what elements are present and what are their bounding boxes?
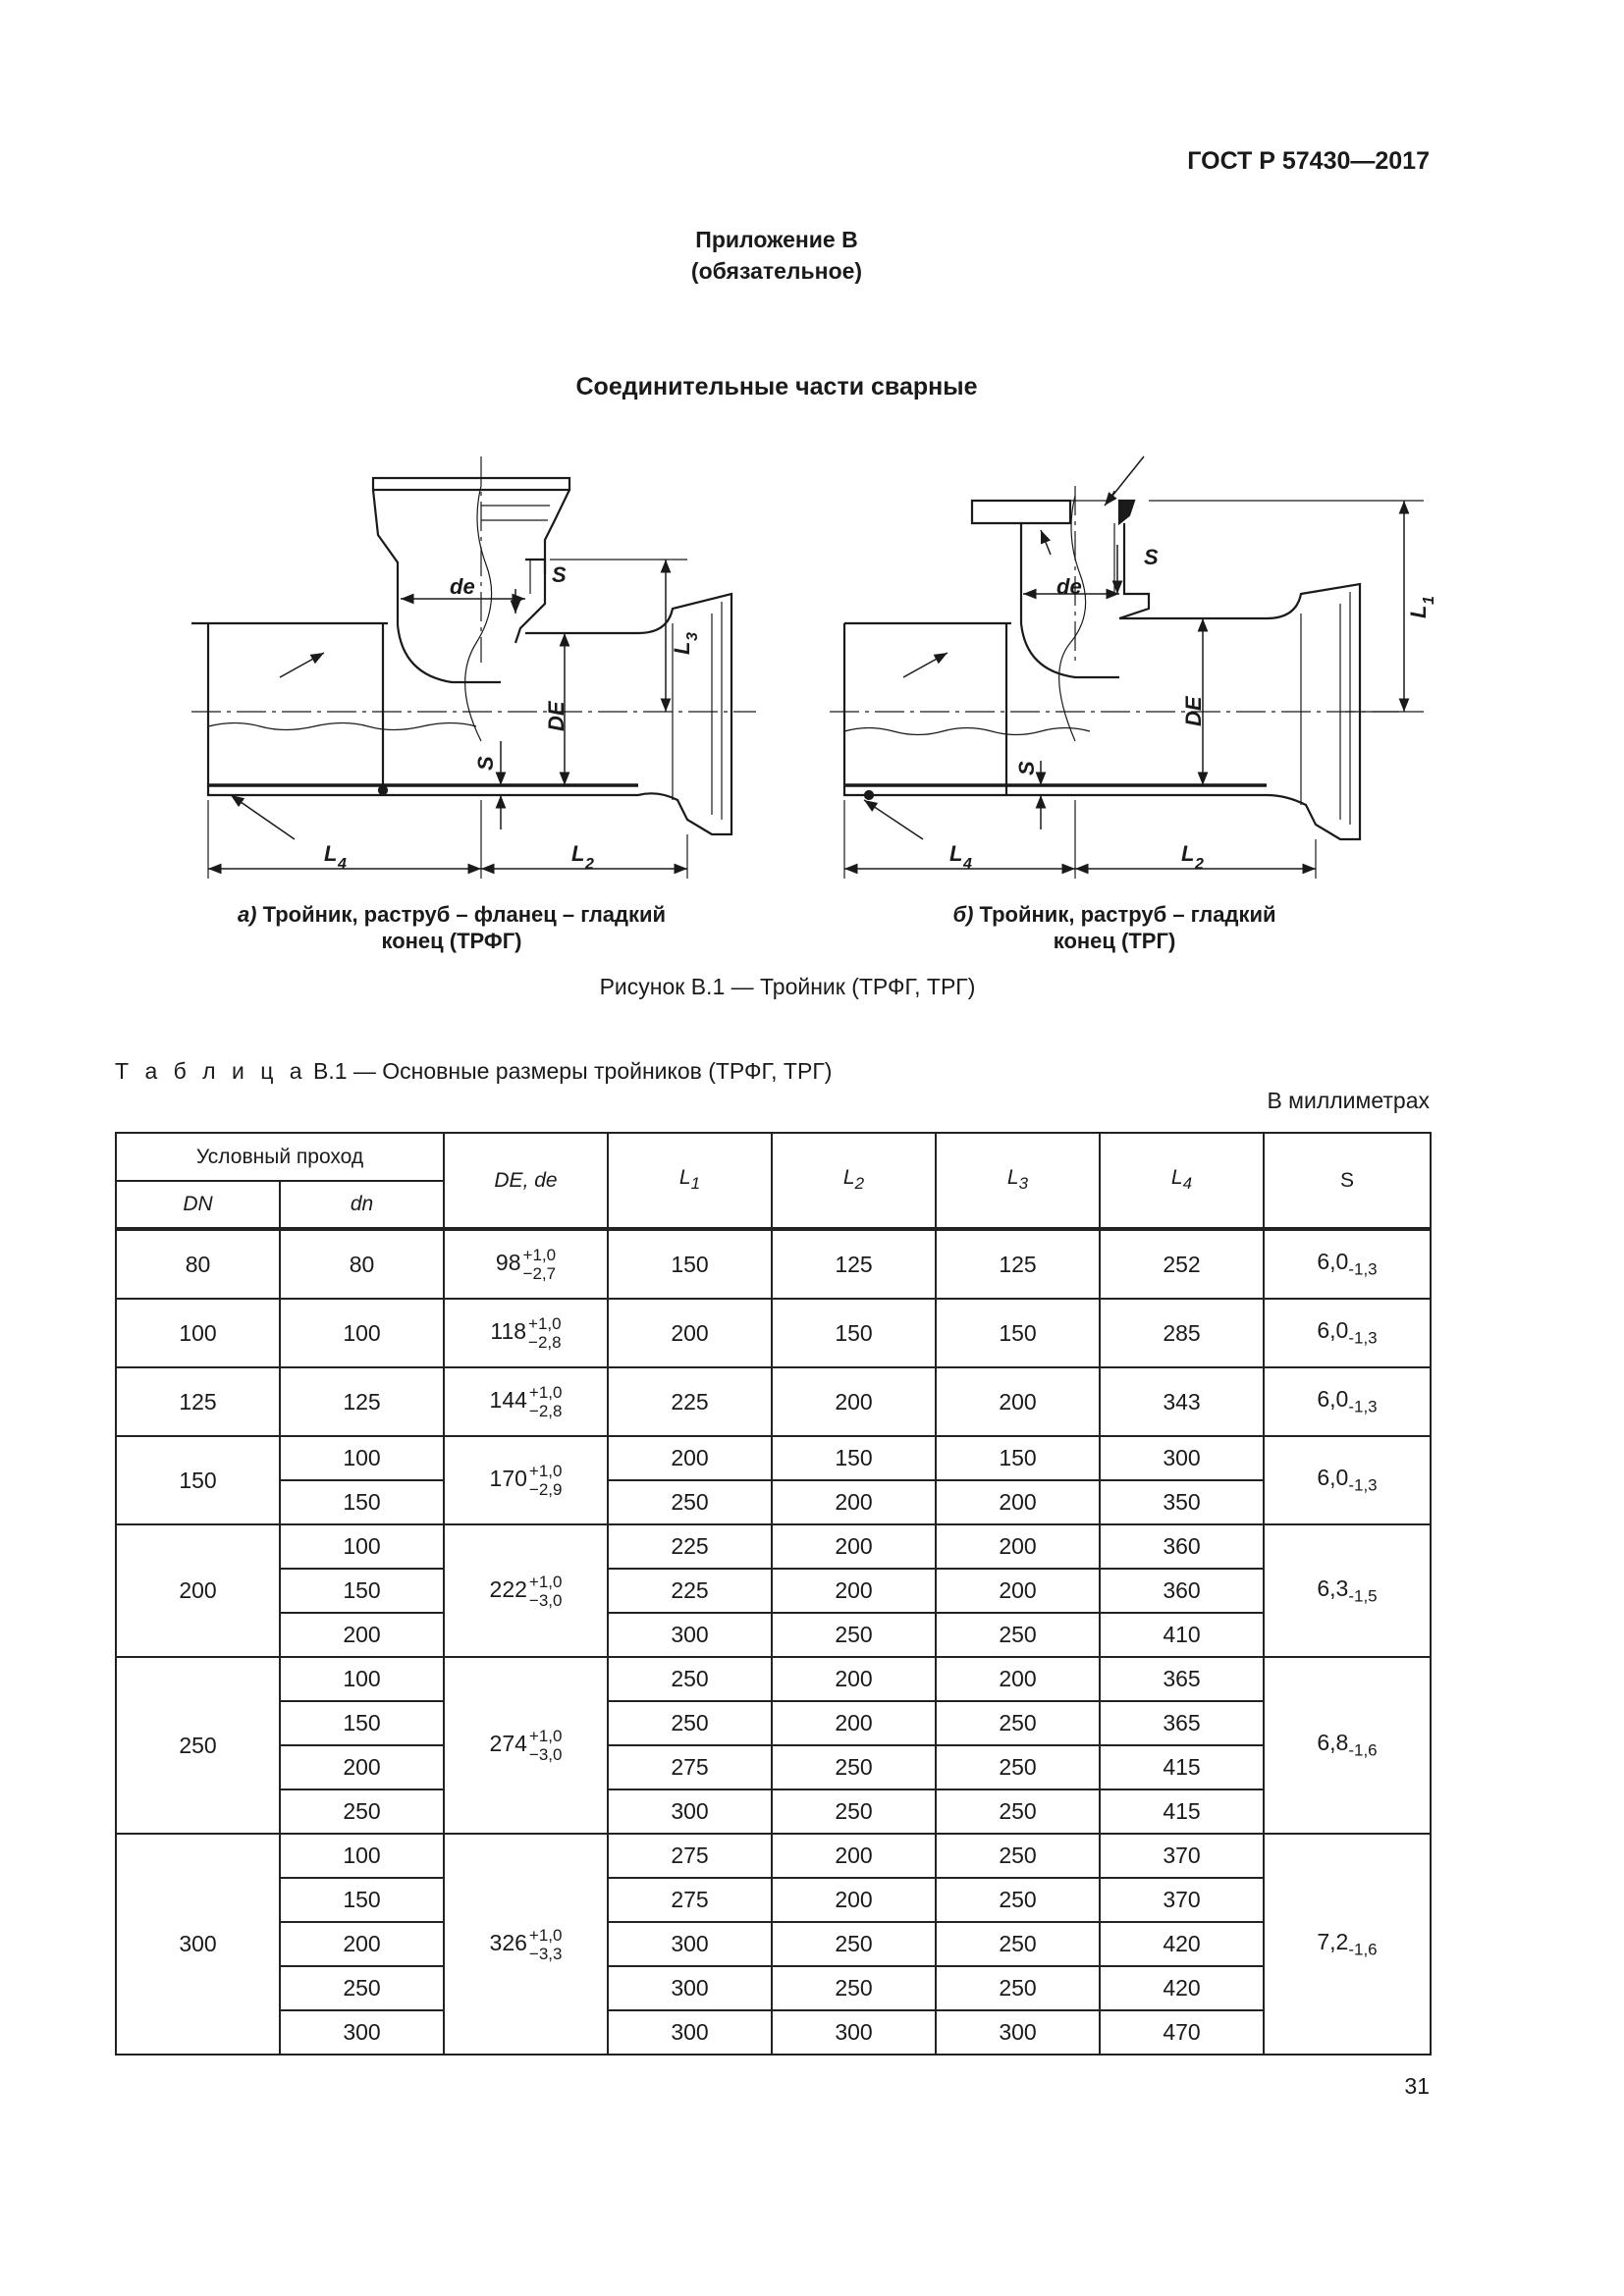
label-b-L4: L [949,841,963,866]
table-row [116,1569,1431,1613]
cell-dn: 150 [280,1480,444,1524]
header-L3-main: L [1006,1166,1019,1190]
cell-DE [444,1367,608,1436]
cell-S-value: 6,0 [1317,1249,1349,1275]
cell-DE-lower: −2,8 [528,1333,562,1352]
cell-L3: 250 [936,1789,1100,1834]
label-b-L1: L [1406,605,1431,618]
cell-L1: 300 [608,2010,772,2055]
cell-DE-tolerance [528,1314,562,1352]
cell-DE [444,1657,608,1834]
cell-dn: 200 [280,1922,444,1966]
cell-L2: 300 [772,2010,936,2055]
label-a-s-bottom: S [473,756,498,771]
cell-L3: 200 [936,1569,1100,1613]
cell-DN: 150 [116,1436,280,1524]
table-row [116,1367,1431,1436]
cell-L1: 225 [608,1367,772,1436]
caption-a-line2: конец (ТРФГ) [381,929,522,953]
cell-dn: 200 [280,1745,444,1789]
label-a-L2-sub: 2 [585,856,594,873]
cell-dn: 125 [280,1367,444,1436]
cell-DE-tolerance [529,1462,563,1499]
cell-DE-lower: −3,0 [528,1745,563,1764]
table-row [116,1701,1431,1745]
cell-S-tolerance: -1,3 [1348,1328,1378,1348]
table-row [116,1789,1431,1834]
caption-b-marker: б) [952,902,974,927]
cell-L4: 300 [1100,1436,1264,1480]
cell-S [1264,1834,1431,2055]
cell-L3: 125 [936,1229,1100,1299]
cell-DE-lower: −3,3 [528,1944,563,1963]
cell-dn: 150 [280,1569,444,1613]
cell-DE-lower: −2,8 [528,1402,563,1420]
label-b-L2-sub: 2 [1195,856,1204,873]
cell-L4: 470 [1100,2010,1264,2055]
cell-DN: 300 [116,1834,280,2055]
cell-L4: 410 [1100,1613,1264,1657]
cell-L3: 200 [936,1480,1100,1524]
cell-L3: 200 [936,1367,1100,1436]
appendix-heading [0,224,1553,287]
table-row [116,1922,1431,1966]
table-row [116,1878,1431,1922]
cell-L4: 415 [1100,1789,1264,1834]
label-a-de: de [450,574,475,599]
cell-DE-value: 222 [489,1575,527,1602]
cell-S-value: 6,0 [1317,1317,1349,1344]
cell-dn: 300 [280,2010,444,2055]
cell-DN: 200 [116,1524,280,1657]
cell-L4: 420 [1100,1966,1264,2010]
cell-L3: 250 [936,1701,1100,1745]
table-caption-text: В.1 — Основные размеры тройников (ТРФГ, ТРГ) [306,1058,833,1084]
label-a-L3: L [670,641,694,655]
cell-L2: 150 [772,1436,936,1480]
cell-L2: 250 [772,1966,936,2010]
table-row [116,1299,1431,1367]
cell-DE-tolerance [529,1383,563,1420]
header-DE-de: DE, de [444,1133,608,1229]
cell-S-tolerance: -1,6 [1348,1940,1378,1959]
cell-L1: 275 [608,1745,772,1789]
label-b-L2: L [1181,841,1195,866]
table-row [116,1745,1431,1789]
cell-dn: 100 [280,1436,444,1480]
cell-L4: 365 [1100,1657,1264,1701]
cell-DE-value: 118 [490,1318,527,1345]
caption-a-marker: а) [237,902,257,927]
cell-L3: 250 [936,1878,1100,1922]
label-b-DE: DE [1181,696,1206,726]
table-body [116,1229,1431,2055]
table-row [116,1480,1431,1524]
cell-L2: 250 [772,1745,936,1789]
cell-L3: 250 [936,1745,1100,1789]
cell-L4: 370 [1100,1834,1264,1878]
cell-L4: 252 [1100,1229,1264,1299]
cell-L1: 250 [608,1701,772,1745]
cell-L3: 250 [936,1613,1100,1657]
cell-S-tolerance: -1,6 [1348,1740,1378,1760]
cell-L4: 415 [1100,1745,1264,1789]
label-a-L4-sub: 4 [338,856,347,873]
cell-dn: 100 [280,1299,444,1367]
cell-L4: 420 [1100,1922,1264,1966]
cell-DE [444,1229,608,1299]
cell-S-tolerance: -1,3 [1348,1259,1378,1279]
cell-DN: 100 [116,1299,280,1367]
cell-L2: 250 [772,1922,936,1966]
cell-L2: 200 [772,1834,936,1878]
cell-dn: 100 [280,1834,444,1878]
cell-dn: 250 [280,1966,444,2010]
cell-L3: 200 [936,1524,1100,1569]
header-L3-sub: 3 [1018,1174,1029,1194]
cell-L4: 350 [1100,1480,1264,1524]
cell-L3: 250 [936,1966,1100,2010]
cell-DE-upper: +1,0 [528,1314,562,1333]
appendix-title: Приложение В [695,227,858,252]
header-L1-sub: 1 [690,1174,701,1194]
cell-DE-lower: −2,9 [528,1480,563,1499]
cell-S [1264,1657,1431,1834]
cell-L4: 360 [1100,1524,1264,1569]
cell-dn: 100 [280,1657,444,1701]
label-b-de: de [1056,574,1082,599]
cell-S-value: 6,3 [1317,1575,1349,1601]
cell-L3: 150 [936,1299,1100,1367]
cell-DN: 250 [116,1657,280,1834]
cell-dn: 250 [280,1789,444,1834]
appendix-status: (обязательное) [690,258,863,284]
cell-S [1264,1299,1431,1367]
cell-L1: 150 [608,1229,772,1299]
cell-L1: 300 [608,1789,772,1834]
cell-DE-upper: +1,0 [528,1462,563,1480]
cell-DE-lower: −3,0 [528,1590,563,1610]
cell-L1: 250 [608,1657,772,1701]
cell-L4: 365 [1100,1701,1264,1745]
table-caption [115,1058,832,1085]
cell-L1: 300 [608,1922,772,1966]
cell-S [1264,1367,1431,1436]
table-row [116,1436,1431,1480]
cell-L2: 200 [772,1657,936,1701]
cell-L1: 300 [608,1613,772,1657]
cell-DE [444,1524,608,1657]
table-row [116,1657,1431,1701]
cell-DE-tolerance [529,1573,563,1610]
header-L1 [608,1133,772,1229]
cell-S [1264,1436,1431,1524]
caption-b-line1: Тройник, раструб – гладкий [973,902,1276,927]
cell-L2: 150 [772,1299,936,1367]
cell-dn: 200 [280,1613,444,1657]
cell-L1: 275 [608,1834,772,1878]
table-row [116,1229,1431,1299]
label-b-L1-sub: 1 [1421,596,1437,605]
table-row [116,1613,1431,1657]
cell-L1: 250 [608,1480,772,1524]
cell-L1: 200 [608,1436,772,1480]
header-L1-main: L [678,1166,691,1190]
header-L2-sub: 2 [854,1174,865,1194]
cell-DN: 125 [116,1367,280,1436]
label-b-L4-sub: 4 [963,856,972,873]
cell-dn: 150 [280,1878,444,1922]
drawing-b [830,456,1424,879]
cell-L3: 150 [936,1436,1100,1480]
drawing-a [191,456,756,879]
cell-L1: 200 [608,1299,772,1367]
cell-L1: 275 [608,1878,772,1922]
header-S: S [1264,1133,1431,1229]
cell-L2: 200 [772,1701,936,1745]
header-dn: dn [280,1181,444,1229]
label-a-L4: L [324,841,338,866]
cell-DE-upper: +1,0 [528,1383,563,1402]
header-L4-sub: 4 [1182,1174,1193,1194]
cell-DN: 80 [116,1229,280,1299]
cell-DE-upper: +1,0 [528,1925,563,1945]
cell-L3: 300 [936,2010,1100,2055]
cell-DE-tolerance [529,1926,563,1963]
label-b-s-bottom: S [1014,761,1039,775]
dimensions-table [115,1132,1432,2056]
cell-DE-upper: +1,0 [522,1246,557,1264]
cell-L4: 285 [1100,1299,1264,1367]
cell-L3: 200 [936,1657,1100,1701]
label-a-L3-sub: 3 [684,632,701,641]
cell-DE-value: 144 [489,1387,527,1414]
cell-DE-value: 274 [489,1731,527,1757]
cell-DE-value: 170 [489,1466,527,1492]
cell-DE [444,1834,608,2055]
cell-L1: 225 [608,1569,772,1613]
table-row [116,1834,1431,1878]
cell-S-value: 7,2 [1317,1928,1349,1954]
header-L2 [772,1133,936,1229]
cell-DE-upper: +1,0 [528,1572,563,1591]
cell-S [1264,1229,1431,1299]
header-L4 [1100,1133,1264,1229]
cell-S-value: 6,0 [1317,1386,1349,1413]
cell-DE-upper: +1,0 [528,1727,563,1745]
label-a-s-top: S [552,562,567,587]
cell-L2: 200 [772,1524,936,1569]
tee-drawings [177,447,1453,898]
header-L2-main: L [842,1166,855,1190]
cell-L2: 125 [772,1229,936,1299]
cell-S-tolerance: -1,5 [1348,1586,1378,1606]
page-number: 31 [1404,2073,1430,2099]
table-row [116,1524,1431,1569]
table-row [116,1966,1431,2010]
cell-L4: 370 [1100,1878,1264,1922]
drawing-b-caption [879,901,1350,954]
cell-S-tolerance: -1,3 [1348,1397,1378,1416]
cell-DE [444,1436,608,1524]
cell-L4: 343 [1100,1367,1264,1436]
cell-DE-value: 98 [495,1250,521,1276]
cell-L3: 250 [936,1922,1100,1966]
cell-DE-tolerance [523,1246,557,1283]
cell-L2: 200 [772,1480,936,1524]
table-row [116,2010,1431,2055]
header-DN: DN [116,1181,280,1229]
cell-DE-value: 326 [489,1929,527,1955]
section-title: Соединительные части сварные [575,373,978,400]
cell-dn: 100 [280,1524,444,1569]
cell-S-tolerance: -1,3 [1348,1475,1378,1495]
cell-L1: 300 [608,1966,772,2010]
cell-L2: 250 [772,1613,936,1657]
caption-a-line1: Тройник, раструб – фланец – гладкий [256,902,667,927]
label-a-DE: DE [544,701,568,731]
cell-L1: 225 [608,1524,772,1569]
cell-S-value: 6,8 [1317,1730,1349,1756]
cell-dn: 150 [280,1701,444,1745]
cell-S-value: 6,0 [1317,1465,1349,1491]
figure-caption: Рисунок В.1 — Тройник (ТРФГ, ТРГ) [599,974,976,999]
cell-S [1264,1524,1431,1657]
cell-L2: 200 [772,1569,936,1613]
cell-L2: 250 [772,1789,936,1834]
cell-DE-lower: −2,7 [522,1264,557,1283]
caption-b-line2: конец (ТРГ) [1053,929,1176,953]
table-caption-prefix: Т а б л и ц а [115,1058,307,1084]
standard-number: ГОСТ Р 57430—2017 [1187,147,1430,175]
cell-L3: 250 [936,1834,1100,1878]
cell-dn: 80 [280,1229,444,1299]
label-b-s-top: S [1144,545,1159,569]
drawing-a-caption [216,901,687,954]
cell-L2: 200 [772,1367,936,1436]
cell-DE-tolerance [529,1727,563,1764]
label-a-L2: L [571,841,585,866]
cell-L4: 360 [1100,1569,1264,1613]
header-L4-main: L [1170,1166,1183,1190]
cell-L2: 200 [772,1878,936,1922]
cell-DE [444,1299,608,1367]
table-units: В миллиметрах [1267,1088,1430,1113]
header-nominal: Условный проход [116,1133,444,1181]
header-L3 [936,1133,1100,1229]
